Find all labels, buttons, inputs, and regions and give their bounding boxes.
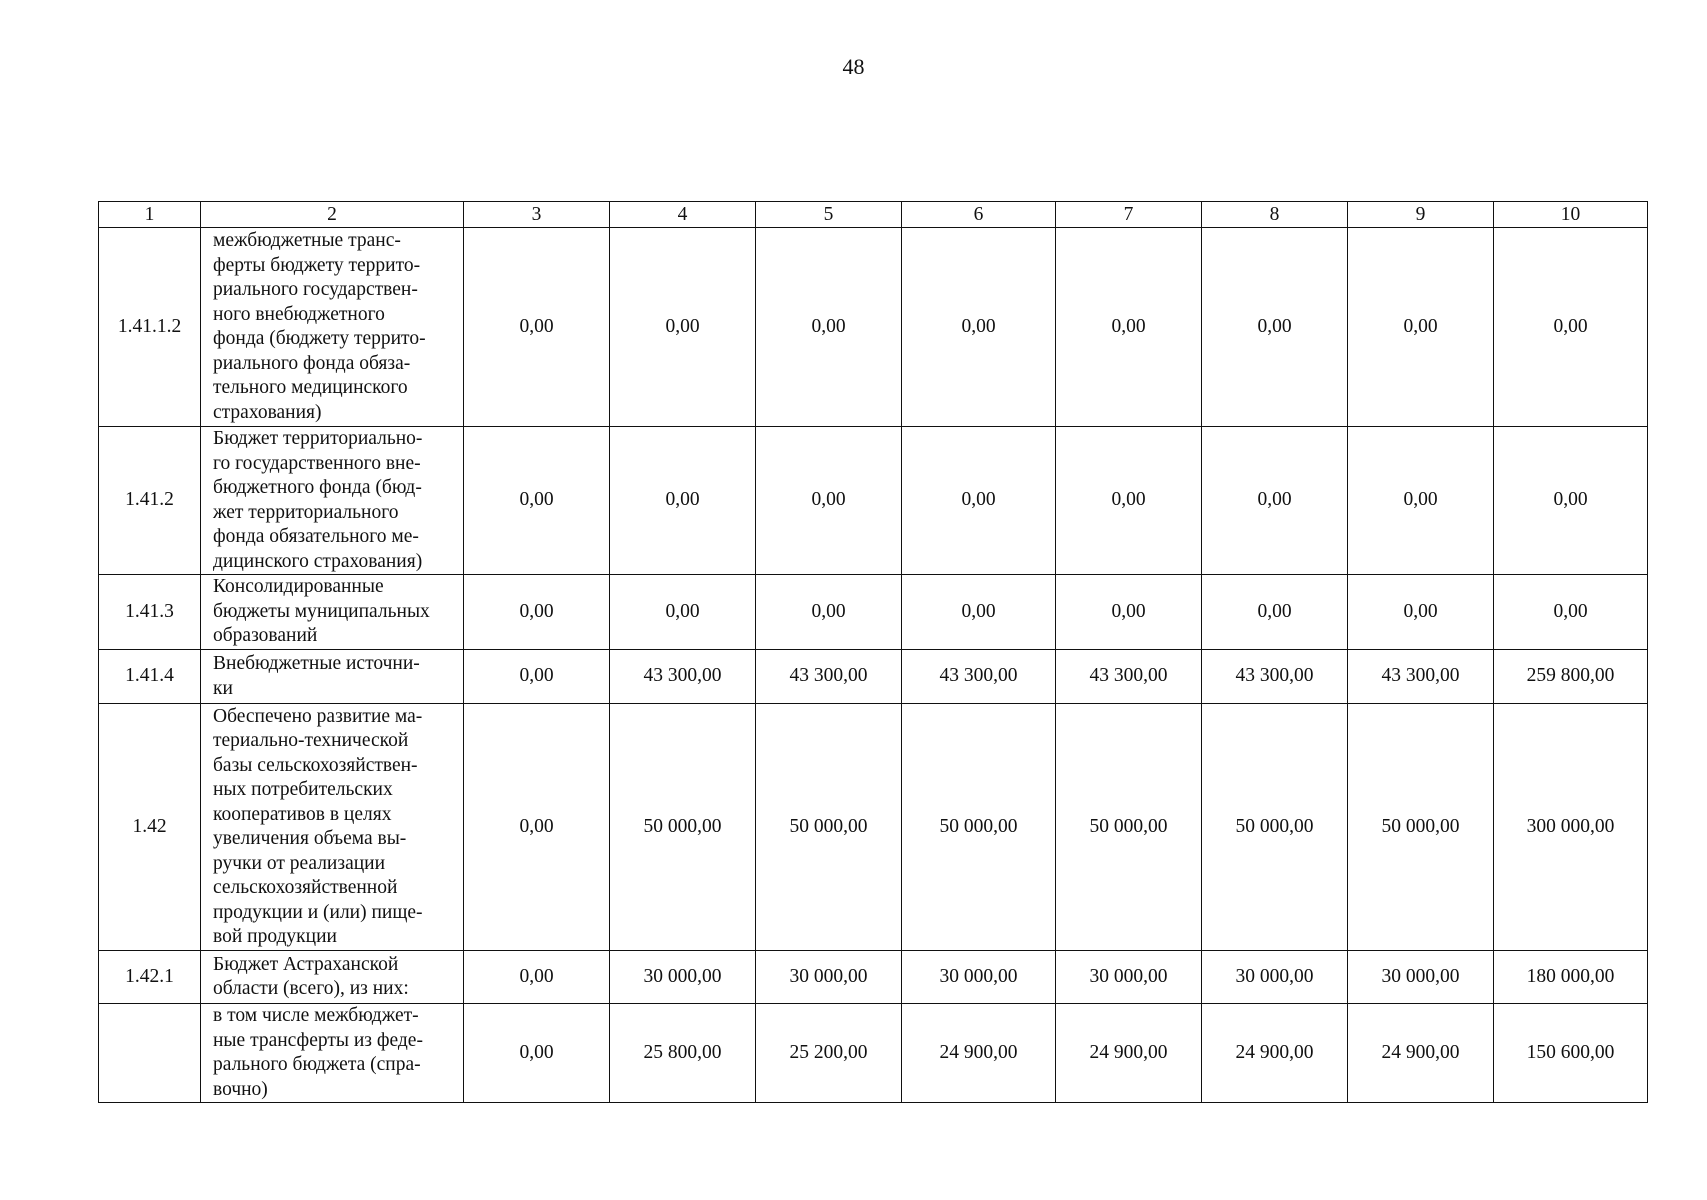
value-cell-col-6: 0,00: [902, 575, 1056, 650]
value-cell-col-7: 0,00: [1056, 427, 1202, 575]
row-code: 1.42.1: [99, 951, 201, 1004]
value-cell-col-8: 0,00: [1202, 427, 1348, 575]
value-cell-col-9: 0,00: [1348, 575, 1494, 650]
value-cell-col-10: 180 000,00: [1494, 951, 1648, 1004]
value-cell-col-10: 259 800,00: [1494, 650, 1648, 704]
value-cell-col-6: 50 000,00: [902, 704, 1056, 951]
row-description: Внебюджетные источни- ки: [201, 650, 464, 704]
value-cell-col-5: 43 300,00: [756, 650, 902, 704]
value-cell-col-7: 24 900,00: [1056, 1004, 1202, 1103]
value-cell-col-3: 0,00: [464, 575, 610, 650]
row-description: межбюджетные транс- ферты бюджету террито- риального государствен- ного внебюджетного фонда (бюджету террито- риального фонда обяза- тельного медицинского страхования): [201, 228, 464, 427]
table-row: [99, 1004, 1648, 1103]
column-number-8: 8: [1202, 202, 1348, 228]
column-number-row: [99, 202, 1648, 228]
column-number-4: 4: [610, 202, 756, 228]
value-cell-col-4: 0,00: [610, 228, 756, 427]
column-number-2: 2: [201, 202, 464, 228]
value-cell-col-9: 24 900,00: [1348, 1004, 1494, 1103]
value-cell-col-3: 0,00: [464, 650, 610, 704]
row-description: Обеспечено развитие ма- териально-технической базы сельскохозяйствен- ных потребительских кооперативов в целях увеличения объема вы- ручки от реализации сельскохозяйственной продукции и (или) пище- вой продукции: [201, 704, 464, 951]
row-description: Бюджет территориально- го государственного вне- бюджетного фонда (бюд- жет территориального фонда обязательного ме- дицинского страхования): [201, 427, 464, 575]
value-cell-col-4: 25 800,00: [610, 1004, 756, 1103]
row-code: 1.41.4: [99, 650, 201, 704]
table-row: [99, 650, 1648, 704]
value-cell-col-3: 0,00: [464, 1004, 610, 1103]
value-cell-col-8: 30 000,00: [1202, 951, 1348, 1004]
row-description: в том числе межбюджет- ные трансферты из феде- рального бюджета (спра- вочно): [201, 1004, 464, 1103]
value-cell-col-6: 43 300,00: [902, 650, 1056, 704]
budget-table: [98, 201, 1648, 1103]
row-code: 1.41.2: [99, 427, 201, 575]
value-cell-col-8: 43 300,00: [1202, 650, 1348, 704]
value-cell-col-7: 50 000,00: [1056, 704, 1202, 951]
column-number-6: 6: [902, 202, 1056, 228]
value-cell-col-4: 30 000,00: [610, 951, 756, 1004]
row-code: 1.42: [99, 704, 201, 951]
value-cell-col-4: 0,00: [610, 427, 756, 575]
table-row: [99, 427, 1648, 575]
row-description: Бюджет Астраханской области (всего), из них:: [201, 951, 464, 1004]
value-cell-col-8: 0,00: [1202, 575, 1348, 650]
value-cell-col-10: 0,00: [1494, 427, 1648, 575]
row-code: [99, 1004, 201, 1103]
value-cell-col-5: 0,00: [756, 427, 902, 575]
value-cell-col-10: 0,00: [1494, 575, 1648, 650]
value-cell-col-7: 30 000,00: [1056, 951, 1202, 1004]
column-number-1: 1: [99, 202, 201, 228]
value-cell-col-6: 30 000,00: [902, 951, 1056, 1004]
value-cell-col-9: 30 000,00: [1348, 951, 1494, 1004]
page-number: 48: [842, 54, 865, 79]
table-row: [99, 228, 1648, 427]
value-cell-col-9: 0,00: [1348, 228, 1494, 427]
table-row: [99, 575, 1648, 650]
table-row: [99, 704, 1648, 951]
value-cell-col-4: 43 300,00: [610, 650, 756, 704]
value-cell-col-5: 50 000,00: [756, 704, 902, 951]
value-cell-col-4: 0,00: [610, 575, 756, 650]
value-cell-col-9: 50 000,00: [1348, 704, 1494, 951]
value-cell-col-10: 0,00: [1494, 228, 1648, 427]
value-cell-col-8: 50 000,00: [1202, 704, 1348, 951]
row-code: 1.41.1.2: [99, 228, 201, 427]
row-code: 1.41.3: [99, 575, 201, 650]
value-cell-col-10: 300 000,00: [1494, 704, 1648, 951]
value-cell-col-8: 24 900,00: [1202, 1004, 1348, 1103]
column-number-7: 7: [1056, 202, 1202, 228]
column-number-5: 5: [756, 202, 902, 228]
value-cell-col-10: 150 600,00: [1494, 1004, 1648, 1103]
value-cell-col-6: 0,00: [902, 427, 1056, 575]
value-cell-col-3: 0,00: [464, 704, 610, 951]
value-cell-col-4: 50 000,00: [610, 704, 756, 951]
value-cell-col-3: 0,00: [464, 228, 610, 427]
value-cell-col-7: 0,00: [1056, 575, 1202, 650]
table-row: [99, 951, 1648, 1004]
value-cell-col-5: 0,00: [756, 575, 902, 650]
value-cell-col-5: 30 000,00: [756, 951, 902, 1004]
value-cell-col-8: 0,00: [1202, 228, 1348, 427]
value-cell-col-9: 0,00: [1348, 427, 1494, 575]
value-cell-col-5: 0,00: [756, 228, 902, 427]
value-cell-col-6: 0,00: [902, 228, 1056, 427]
row-description: Консолидированные бюджеты муниципальных образований: [201, 575, 464, 650]
value-cell-col-3: 0,00: [464, 951, 610, 1004]
value-cell-col-9: 43 300,00: [1348, 650, 1494, 704]
value-cell-col-3: 0,00: [464, 427, 610, 575]
column-number-10: 10: [1494, 202, 1648, 228]
value-cell-col-7: 0,00: [1056, 228, 1202, 427]
value-cell-col-5: 25 200,00: [756, 1004, 902, 1103]
value-cell-col-6: 24 900,00: [902, 1004, 1056, 1103]
value-cell-col-7: 43 300,00: [1056, 650, 1202, 704]
column-number-3: 3: [464, 202, 610, 228]
column-number-9: 9: [1348, 202, 1494, 228]
